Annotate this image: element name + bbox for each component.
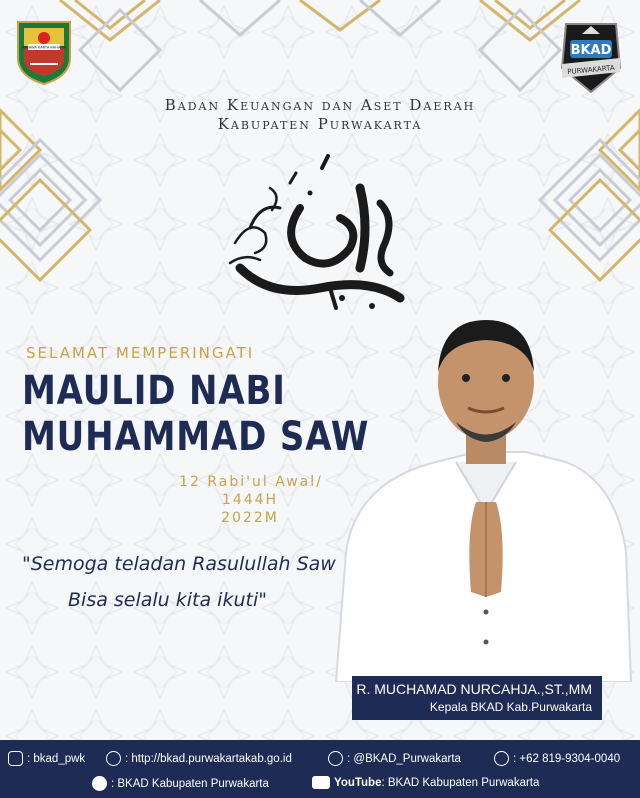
facebook-page: : BKAD Kabupaten Purwakarta — [111, 777, 269, 790]
official-portrait-image — [326, 312, 634, 682]
instagram-icon — [8, 751, 23, 766]
logo-motto-text: WIBAWA KARTA RAHARJA — [21, 45, 67, 50]
twitter-contact[interactable] — [328, 751, 461, 766]
hijri-year: 1444H — [221, 492, 279, 508]
bkad-logo-text: BKAD — [570, 43, 612, 58]
instagram-contact[interactable] — [8, 751, 85, 766]
name-plate — [352, 676, 602, 720]
facebook-icon — [92, 776, 107, 791]
youtube-contact[interactable] — [312, 776, 539, 789]
youtube-label: YouTube — [334, 776, 382, 789]
greeting-intro: SELAMAT MEMPERINGATI — [26, 344, 255, 362]
whatsapp-contact[interactable] — [494, 751, 620, 766]
title-line-1: MAULID NABI — [22, 368, 286, 414]
official-position: Kepala BKAD Kab.Purwakarta — [429, 700, 592, 714]
quote-line-1: "Semoga teladan Rasulullah Saw — [22, 553, 336, 575]
contact-footer — [0, 740, 640, 798]
youtube-channel: : BKAD Kabupaten Purwakarta — [381, 776, 540, 789]
official-name: R. MUCHAMAD NURCAHJA.,ST.,MM — [356, 681, 592, 697]
instagram-handle: : bkad_pwk — [27, 752, 86, 765]
gregorian-year: 2022M — [221, 510, 279, 526]
muhammad-calligraphy-icon — [210, 148, 420, 318]
globe-icon — [106, 751, 121, 766]
quote-line-2: Bisa selalu kita ikuti" — [68, 589, 267, 611]
facebook-contact[interactable] — [92, 776, 269, 791]
twitter-icon — [328, 751, 343, 766]
hijri-date: 12 Rabi'ul Awal/ — [179, 474, 323, 490]
twitter-handle: : @BKAD_Purwakarta — [347, 752, 461, 765]
whatsapp-number: : +62 819-9304-0040 — [513, 752, 621, 765]
youtube-icon — [312, 776, 330, 789]
organization-name: Badan Keuangan dan Aset Daerah — [164, 96, 476, 114]
bkad-logo — [558, 18, 624, 96]
bkad-logo-subtext: PURWAKARTA — [567, 63, 615, 77]
website-contact[interactable] — [106, 751, 292, 766]
whatsapp-icon — [494, 751, 509, 766]
website-url: : http://bkad.purwakartakab.go.id — [125, 752, 292, 765]
organization-region: Kabupaten Purwakarta — [217, 115, 423, 133]
purwakarta-regency-logo — [14, 18, 74, 86]
title-line-2: MUHAMMAD SAW — [22, 414, 370, 460]
